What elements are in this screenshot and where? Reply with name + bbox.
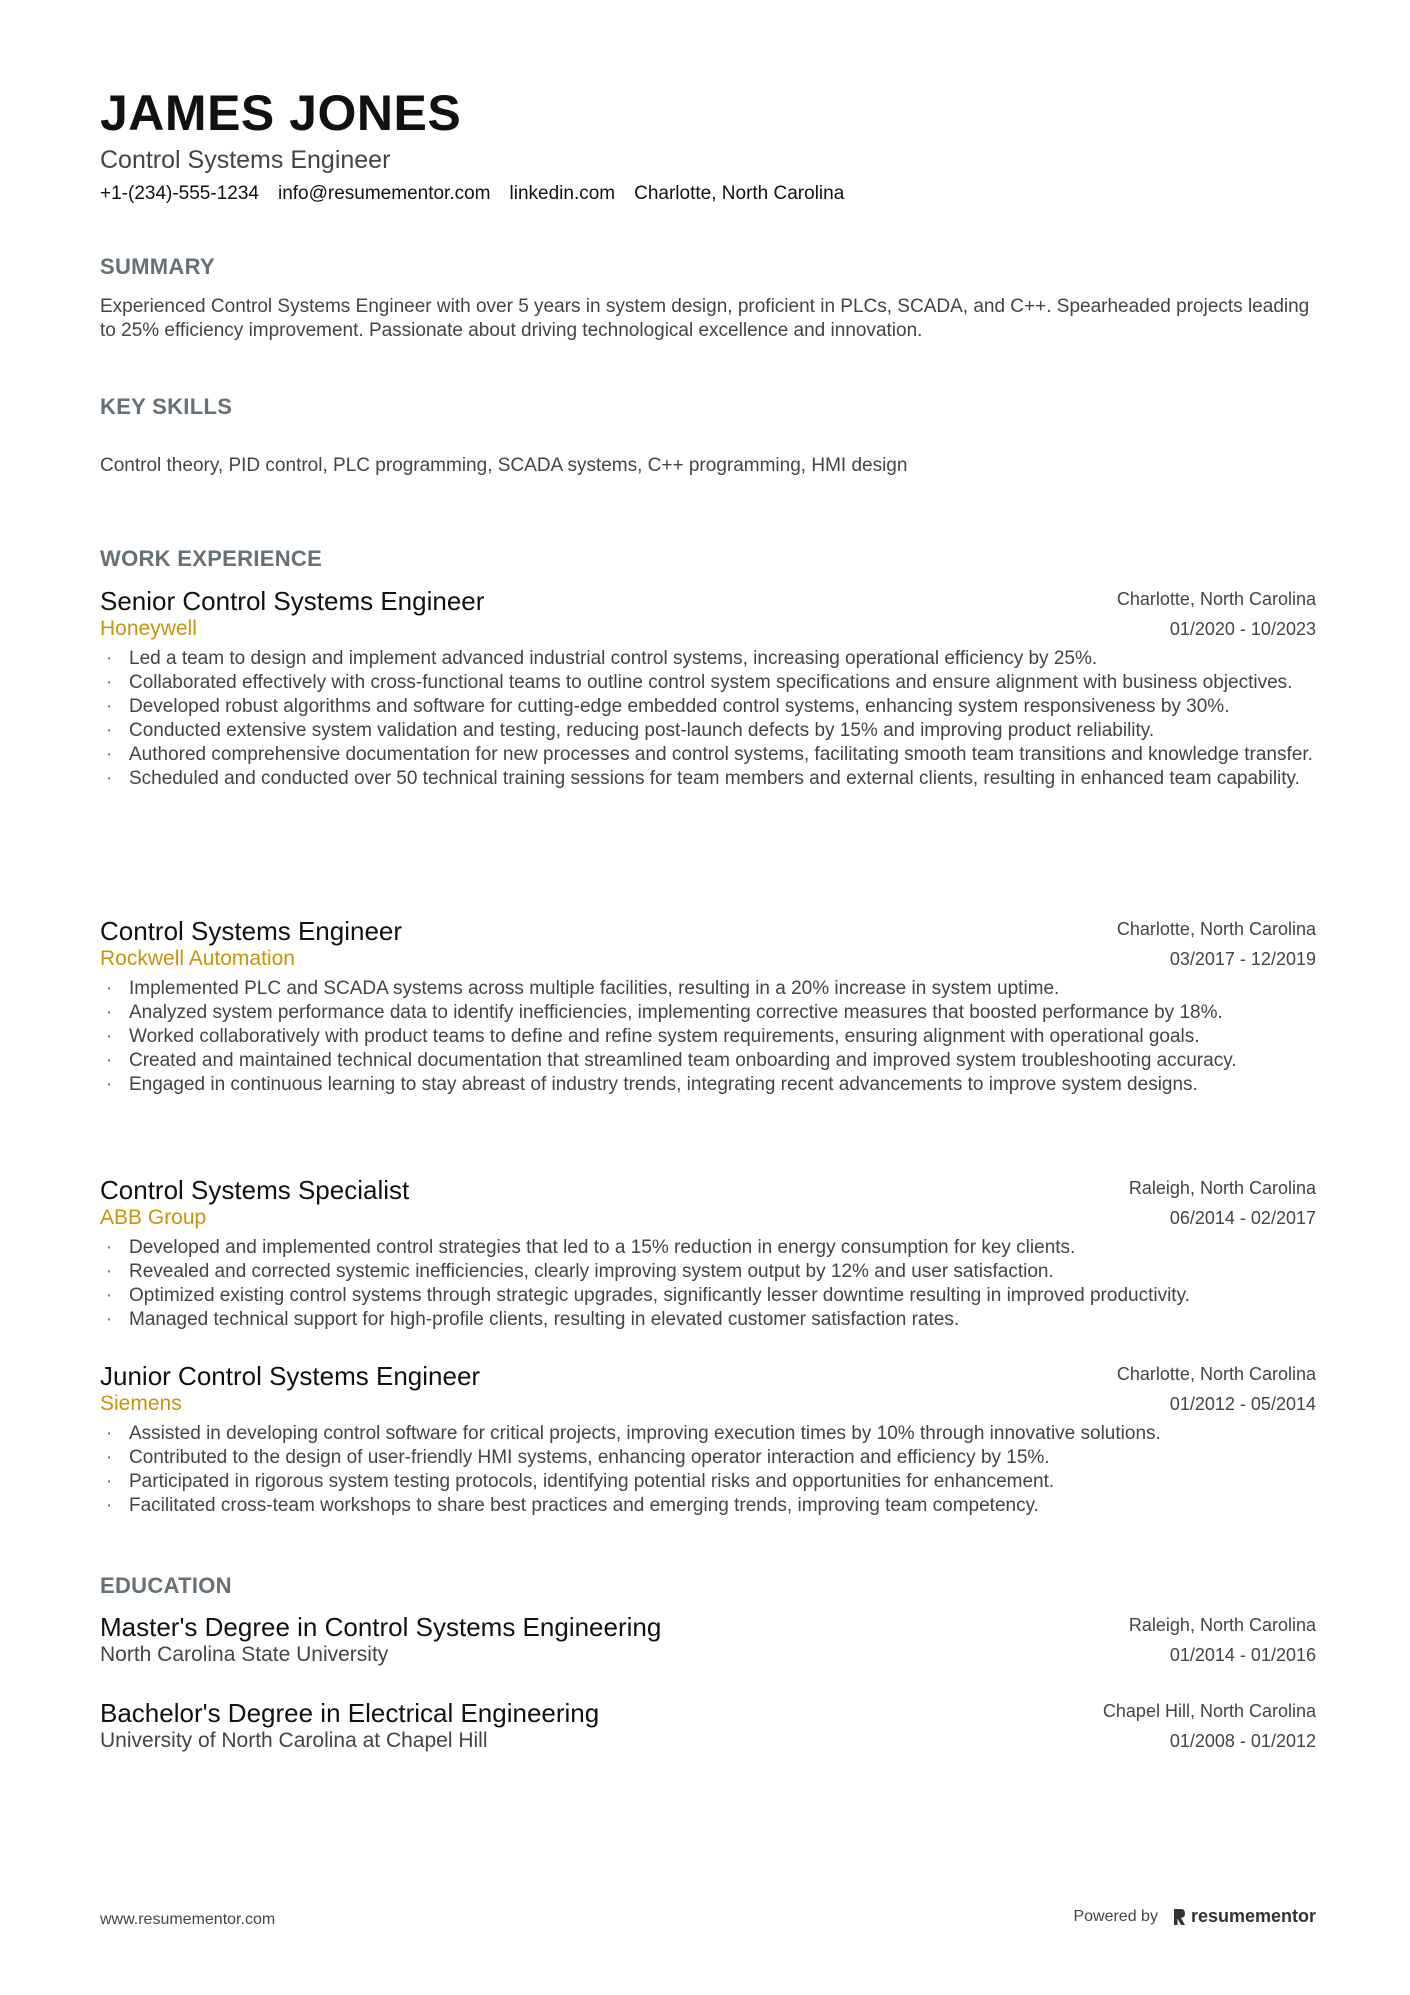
job-bullets — [100, 1236, 1316, 1332]
job-bullet: · Created and maintained technical documentation that streamlined team onboarding and improved system troubleshooting accuracy. — [100, 1049, 1316, 1073]
education-heading: EDUCATION — [100, 1573, 232, 1598]
contact-email[interactable]: info@resumementor.com — [277, 183, 491, 204]
candidate-title: Control Systems Engineer — [100, 146, 391, 174]
job-bullet: · Managed technical support for high-profile clients, resulting in elevated customer satisfaction rates. — [100, 1308, 1316, 1332]
summary-heading: SUMMARY — [100, 254, 215, 279]
contact-location: Charlotte, North Carolina — [634, 183, 845, 204]
job-bullet: · Assisted in developing control software for critical projects, improving execution times by 10% through innovative solutions. — [100, 1422, 1316, 1446]
job-bullets — [100, 977, 1316, 1097]
job-location: Charlotte, North Carolina — [1116, 589, 1316, 609]
job-title: Senior Control Systems Engineer — [100, 586, 485, 616]
job-bullet: · Participated in rigorous system testing protocols, identifying potential risks and opportunities for enhancement. — [100, 1470, 1316, 1494]
education-school: North Carolina State University — [100, 1643, 389, 1666]
job-company: Honeywell — [100, 617, 197, 640]
job-bullet: · Optimized existing control systems through strategic upgrades, significantly lesser downtime resulting in improved productivity. — [100, 1284, 1316, 1308]
job-bullet: · Authored comprehensive documentation for new processes and control systems, facilitating smooth team transitions and knowledge transfer. — [100, 743, 1316, 767]
skills-text: Control theory, PID control, PLC programming, SCADA systems, C++ programming, HMI design — [100, 455, 908, 476]
job-company: Rockwell Automation — [100, 947, 295, 970]
job-title: Control Systems Specialist — [100, 1175, 410, 1205]
brand-logo-icon — [1172, 1907, 1186, 1927]
job-location: Charlotte, North Carolina — [1116, 1364, 1316, 1384]
brand-logo[interactable] — [1172, 1906, 1316, 1927]
job-bullet: · Implemented PLC and SCADA systems across multiple facilities, resulting in a 20% increase in system uptime. — [100, 977, 1316, 1001]
footer-brand — [1073, 1906, 1316, 1927]
contact-phone[interactable]: +1-(234)-555-1234 — [100, 183, 259, 204]
experience-heading: WORK EXPERIENCE — [100, 546, 323, 571]
skills-heading: KEY SKILLS — [100, 394, 233, 419]
job-bullet: · Led a team to design and implement advanced industrial control systems, increasing operational efficiency by 25%. — [100, 647, 1316, 671]
footer-website[interactable]: www.resumementor.com — [100, 1911, 276, 1928]
education-location: Chapel Hill, North Carolina — [1102, 1701, 1316, 1721]
job-bullet: · Developed robust algorithms and software for cutting-edge embedded control systems, enhancing system responsiveness by 30%. — [100, 695, 1316, 719]
job-title: Junior Control Systems Engineer — [100, 1361, 481, 1391]
job-dates: 06/2014 - 02/2017 — [1169, 1208, 1316, 1228]
job-bullets — [100, 1422, 1316, 1518]
job-title: Control Systems Engineer — [100, 916, 403, 946]
brand-name: resumementor — [1190, 1906, 1316, 1926]
education-location: Raleigh, North Carolina — [1128, 1615, 1316, 1635]
job-bullet: · Analyzed system performance data to identify inefficiencies, implementing corrective measures that boosted performance by 18%. — [100, 1001, 1316, 1025]
job-bullets — [100, 647, 1316, 791]
education-school: University of North Carolina at Chapel Hill — [100, 1729, 488, 1752]
job-company: Siemens — [100, 1392, 182, 1415]
job-dates: 03/2017 - 12/2019 — [1169, 949, 1316, 969]
summary-text: Experienced Control Systems Engineer with over 5 years in system design, proficient in PLCs, SCADA, and C++. Spearheaded projects leading to 25% efficiency improvement. Passionate about driving technological excellence and innovation. — [100, 296, 1310, 341]
job-location: Charlotte, North Carolina — [1116, 919, 1316, 939]
education-dates: 01/2014 - 01/2016 — [1169, 1645, 1316, 1665]
job-bullet: · Facilitated cross-team workshops to share best practices and emerging trends, improving team competency. — [100, 1494, 1316, 1518]
job-dates: 01/2012 - 05/2014 — [1169, 1394, 1316, 1414]
job-bullet: · Collaborated effectively with cross-functional teams to outline control system specifications and ensure alignment with business objectives. — [100, 671, 1316, 695]
candidate-name: JAMES JONES — [100, 85, 462, 141]
job-bullet: · Worked collaboratively with product teams to define and refine system requirements, ensuring alignment with operational goals. — [100, 1025, 1316, 1049]
job-bullet: · Developed and implemented control strategies that led to a 15% reduction in energy consumption for key clients. — [100, 1236, 1316, 1260]
job-company: ABB Group — [100, 1206, 207, 1229]
job-bullet: · Contributed to the design of user-friendly HMI systems, enhancing operator interaction and efficiency by 15%. — [100, 1446, 1316, 1470]
contact-linkedin[interactable]: linkedin.com — [509, 183, 616, 204]
job-bullet: · Conducted extensive system validation and testing, reducing post-launch defects by 15% and improving product reliability. — [100, 719, 1316, 743]
education-dates: 01/2008 - 01/2012 — [1169, 1731, 1316, 1751]
powered-by-label: Powered by — [1073, 1907, 1158, 1925]
job-bullet: · Scheduled and conducted over 50 technical training sessions for team members and external clients, resulting in enhanced team capability. — [100, 767, 1316, 791]
job-dates: 01/2020 - 10/2023 — [1169, 619, 1316, 639]
education-degree: Master's Degree in Control Systems Engineering — [100, 1612, 662, 1642]
contact-line — [100, 183, 844, 205]
job-location: Raleigh, North Carolina — [1128, 1178, 1316, 1198]
job-bullet: · Engaged in continuous learning to stay abreast of industry trends, integrating recent advancements to improve system designs. — [100, 1073, 1316, 1097]
education-degree: Bachelor's Degree in Electrical Engineering — [100, 1698, 600, 1728]
job-bullet: · Revealed and corrected systemic inefficiencies, clearly improving system output by 12% and user satisfaction. — [100, 1260, 1316, 1284]
